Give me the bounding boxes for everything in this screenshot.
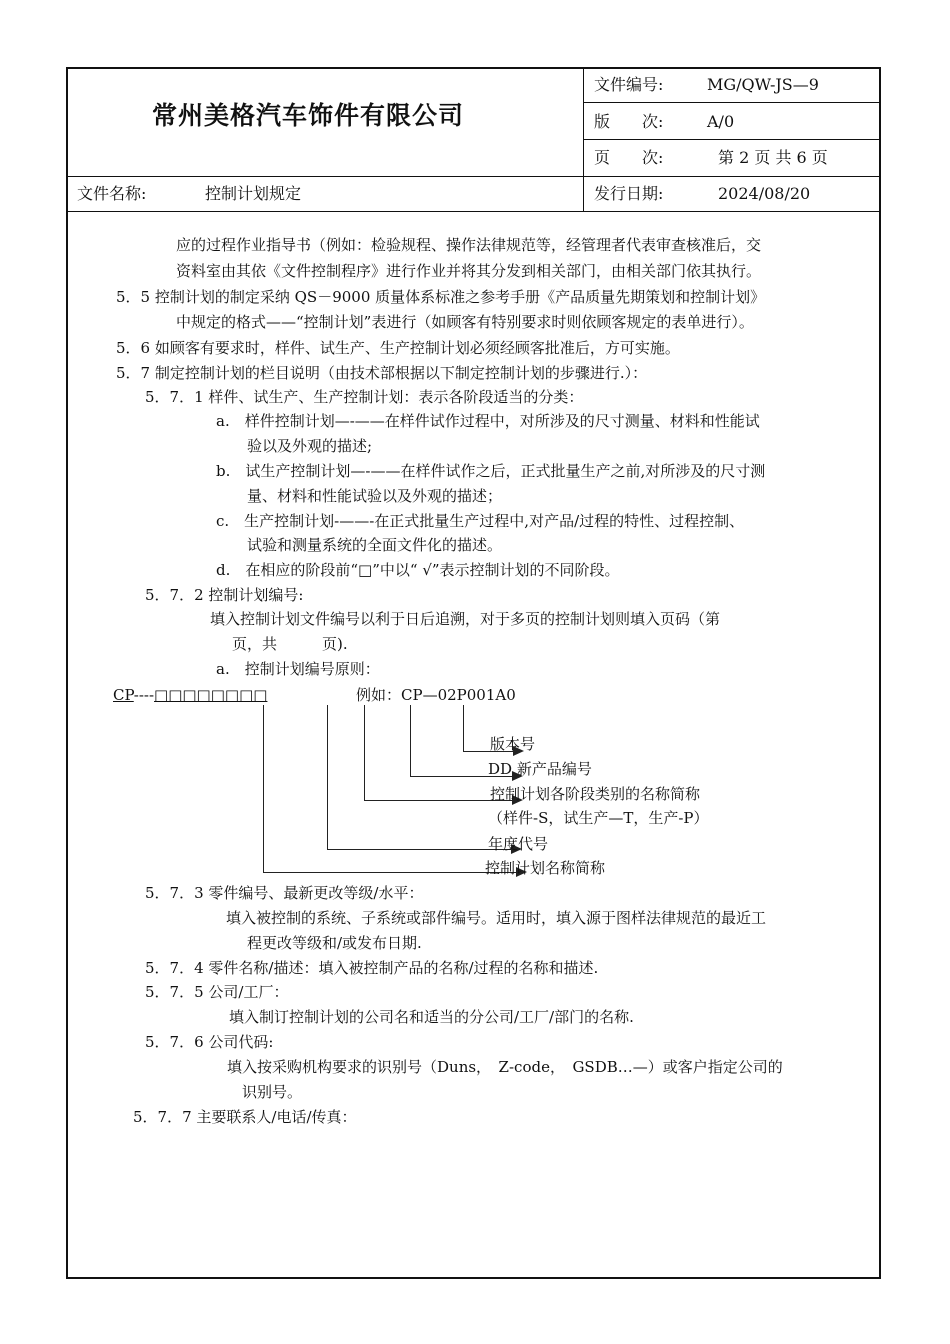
code-boxes: □□□□□□□□ <box>154 686 268 704</box>
connector-name-v <box>263 705 264 873</box>
file-name-label: 文件名称: <box>77 184 147 203</box>
clause-5-7-6-text: 填入按采购机构要求的识别号（Duns， Z-code， GSDB…—）或客户指定公司的 <box>227 1058 783 1076</box>
code-prefix: CP <box>113 686 134 704</box>
label-stage-detail: （样件-S，试生产—T，生产-P） <box>488 809 709 827</box>
item-a-line-2: 验以及外观的描述; <box>247 437 373 455</box>
item-c-line-2: 试验和测量系统的全面文件化的描述。 <box>247 536 503 554</box>
item-b-line-1: b. 试生产控制计划—-——在样件试作之后，正式批量生产之前,对所涉及的尺寸测 <box>216 462 766 480</box>
code-pattern <box>113 685 267 705</box>
item-b-line-2: 量、材料和性能试验以及外观的描述； <box>247 487 503 505</box>
file-name-value: 控制计划规定 <box>205 184 302 203</box>
item-a-line-1: a. 样件控制计划—-——在样件试作过程中，对所涉及的尺寸测量、材料和性能试 <box>216 412 760 430</box>
doc-no-value: MG/QW-JS—9 <box>707 75 819 94</box>
connector-year-h <box>327 849 513 850</box>
clause-5-7-5-text: 填入制订控制计划的公司名和适当的分公司/工厂/部门的名称. <box>229 1008 634 1026</box>
clause-5-7-1: 5．7．1 样件、试生产、生产控制计划：表示各阶段适当的分类： <box>145 388 584 406</box>
issue-date-value: 2024/08/20 <box>718 184 811 203</box>
clause-5-7-7: 5．7．7 主要联系人/电话/传真： <box>133 1108 357 1126</box>
clause-5-7-6: 5．7．6 公司代码: <box>145 1033 274 1051</box>
doc-no-label: 文件编号: <box>594 75 664 94</box>
header-bottom-line <box>67 211 881 212</box>
label-year: 年度代号 <box>488 835 549 853</box>
body-line-2: 资料室由其依《文件控制程序》进行作业并将其分发到相关部门，由相关部门依其执行。 <box>176 262 762 280</box>
clause-5-7-2-text-cont: 页，共 页). <box>232 635 348 653</box>
label-plan-name: 控制计划名称简称 <box>485 859 606 877</box>
clause-5-5: 5．5 控制计划的制定采纳 QS－9000 质量体系标准之参考手册《产品质量先期策划和控制计划》 <box>116 288 766 306</box>
header-divider <box>67 176 881 177</box>
header-column-line <box>583 68 584 211</box>
clause-5-7-5: 5．7．5 公司/工厂： <box>145 983 289 1001</box>
header-row-line-2 <box>583 139 881 140</box>
page-label: 页 次: <box>594 148 664 167</box>
numbering-principle: a. 控制计划编号原则： <box>216 660 380 678</box>
clause-5-7-4: 5．7．4 零件名称/描述：填入被控制产品的名称/过程的名称和描述. <box>145 959 599 977</box>
connector-year-v <box>327 705 328 850</box>
clause-5-5-cont: 中规定的格式——“控制计划”表进行（如顾客有特别要求时则依顾客规定的表单进行）。 <box>176 313 754 331</box>
clause-5-7-2: 5．7．2 控制计划编号: <box>145 586 304 604</box>
connector-stage-v <box>364 705 365 801</box>
clause-5-7-3-text-cont: 程更改等级和/或发布日期. <box>247 934 422 952</box>
code-example: 例如：CP—02P001A0 <box>356 686 516 704</box>
clause-5-6: 5．6 如顾客有要求时，样件、试生产、生产控制计划必须经顾客批准后，方可实施。 <box>116 339 680 357</box>
company-name: 常州美格汽车饰件有限公司 <box>152 101 465 130</box>
label-stage: 控制计划各阶段类别的名称简称 <box>490 785 701 803</box>
version-label: 版 次: <box>594 112 664 131</box>
connector-version-v <box>463 705 464 752</box>
label-product-no: DD 新产品编号 <box>488 760 592 778</box>
clause-5-7-2-text: 填入控制计划文件编号以利于日后追溯，对于多页的控制计划则填入页码（第 <box>210 610 721 628</box>
item-c-line-1: c. 生产控制计划-——-在正式批量生产过程中,对产品/过程的特性、过程控制、 <box>216 512 745 530</box>
clause-5-7-3: 5．7．3 零件编号、最新更改等级/水平： <box>145 884 424 902</box>
issue-date-label: 发行日期: <box>594 184 664 203</box>
code-dashes: ---- <box>133 686 155 704</box>
connector-name-h <box>263 872 518 873</box>
version-value: A/0 <box>707 112 735 131</box>
body-line-1: 应的过程作业指导书（例如：检验规程、操作法律规范等，经管理者代表审查核准后，交 <box>176 236 762 254</box>
label-version: 版本号 <box>490 735 536 753</box>
clause-5-7-3-text: 填入被控制的系统、子系统或部件编号。适用时，填入源于图样法律规范的最近工 <box>226 909 767 927</box>
page-value: 第 2 页 共 6 页 <box>718 148 828 167</box>
connector-product-v <box>410 705 411 777</box>
clause-5-7-6-text-cont: 识别号。 <box>242 1083 303 1101</box>
header-row-line-1 <box>583 102 881 103</box>
clause-5-7: 5．7 制定控制计划的栏目说明（由技术部根据以下制定控制计划的步骤进行.）： <box>116 364 648 382</box>
item-d: d. 在相应的阶段前“□”中以“ √”表示控制计划的不同阶段。 <box>216 561 620 579</box>
